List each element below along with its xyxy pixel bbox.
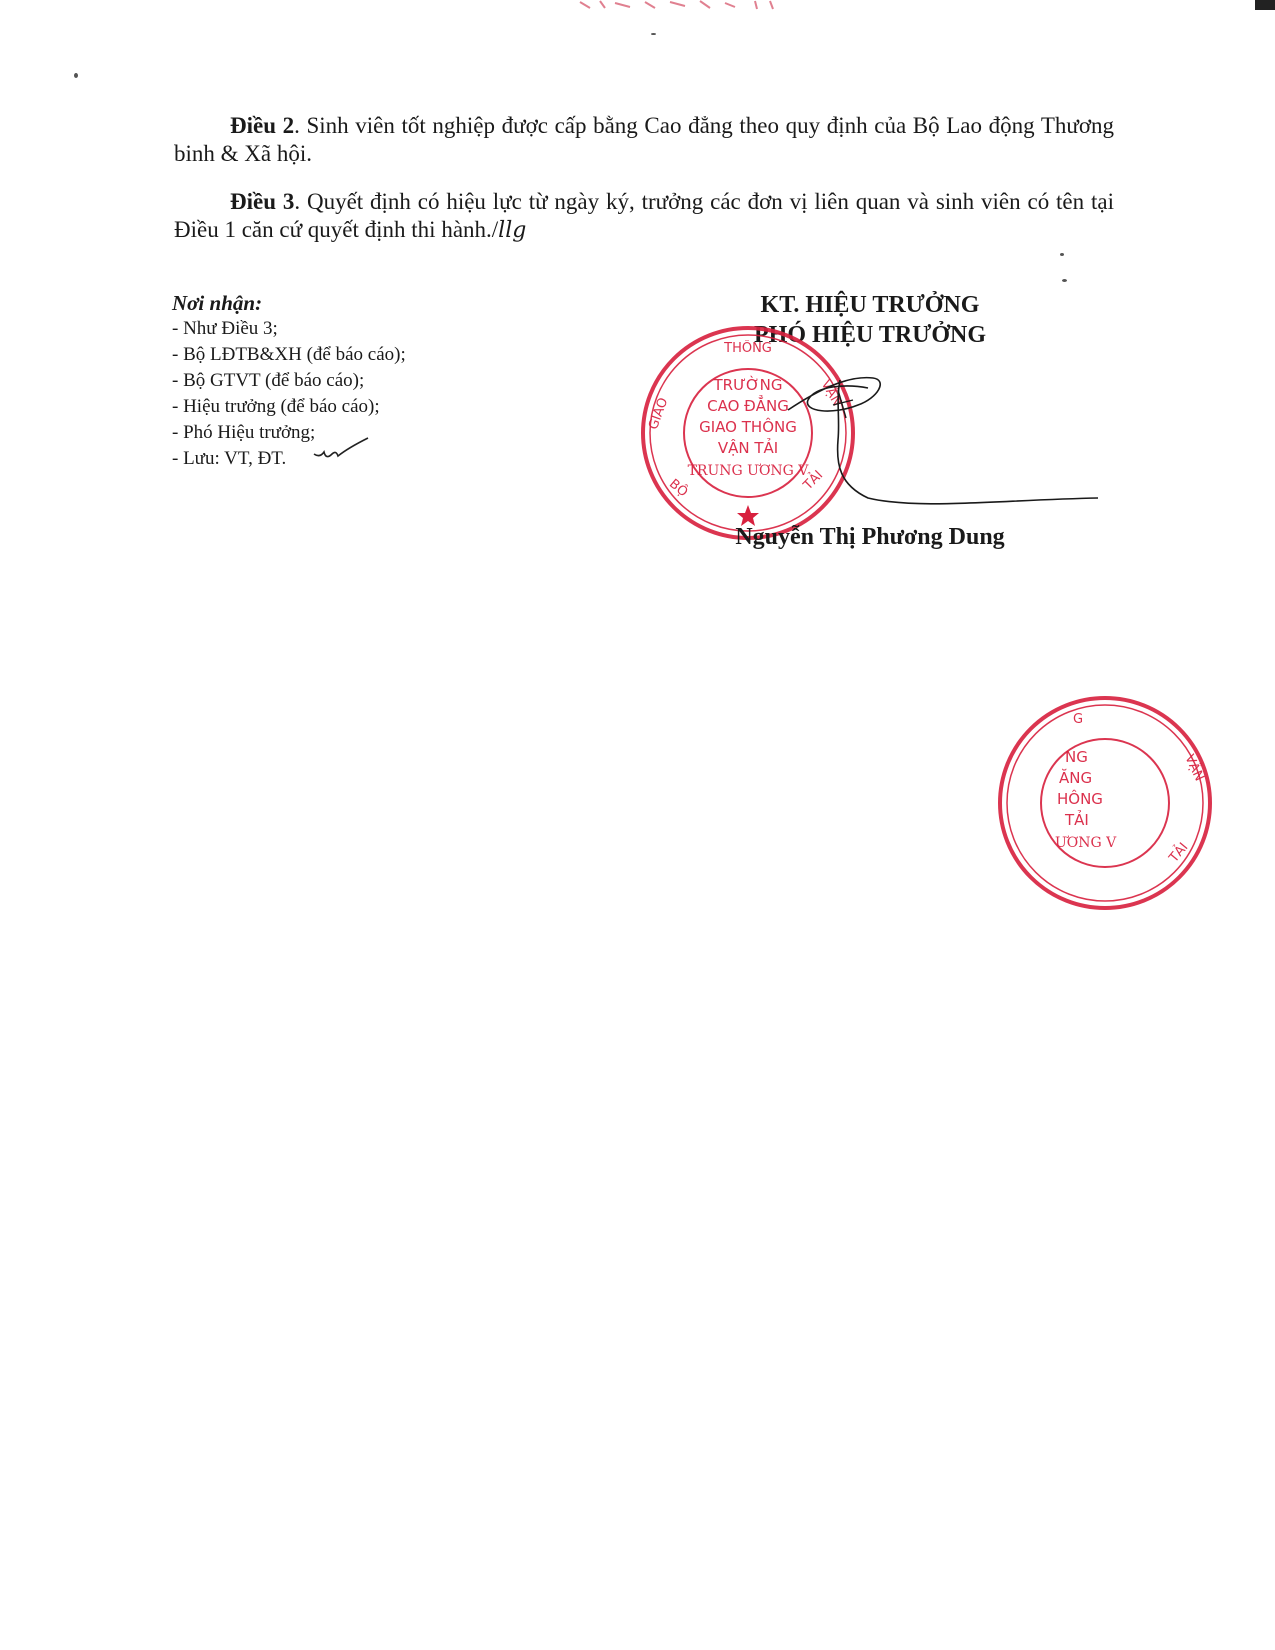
side-seal-ring-right: VẬN: [1181, 752, 1207, 784]
signer-name: Nguyễn Thị Phương Dung: [735, 524, 1005, 550]
recipient-item: - Lưu: VT, ĐT.: [172, 448, 287, 469]
signature-title-line1: KT. HIỆU TRƯỞNG: [760, 292, 980, 318]
recipients-list: [172, 290, 406, 472]
side-seal-partial: [1055, 695, 1225, 915]
recipients-heading: Nơi nhận:: [172, 291, 263, 315]
side-seal-center-line: HÔNG: [1057, 790, 1103, 808]
seal-center-line: CAO ĐẲNG: [707, 397, 789, 415]
article-2-paragraph: [174, 112, 1114, 168]
scan-speck: [1060, 253, 1064, 256]
seal-star-icon: [737, 505, 759, 526]
article-2-label: Điều 2: [230, 113, 295, 138]
handwritten-signature: [778, 370, 1108, 515]
recipient-item: - Phó Hiệu trưởng;: [172, 422, 316, 443]
scan-edge-mark: [1255, 0, 1275, 10]
checkmark-initials-icon: [312, 436, 370, 462]
seal-center-line: TRƯỜNG: [713, 376, 783, 394]
side-seal-ring-top: G: [1073, 712, 1084, 727]
side-seal-center-line: ĂNG: [1059, 769, 1093, 787]
seal-ring-left: GIAO: [646, 395, 672, 432]
seal-center-line: GIAO THÔNG: [699, 418, 797, 436]
top-stamp-fragment: [575, 0, 790, 10]
recipient-item: - Bộ LĐTB&XH (để báo cáo);: [172, 344, 406, 365]
recipient-item: - Bộ GTVT (để báo cáo);: [172, 370, 365, 391]
scan-speck: [74, 73, 78, 78]
seal-ring-top: THÔNG: [724, 341, 772, 356]
side-seal-center-line: ƯƠNG V: [1055, 835, 1117, 851]
seal-ring-bottom-right: TẢI: [800, 467, 827, 494]
seal-center-line: TRUNG ƯƠNG V: [687, 463, 809, 479]
seal-center-line: VẬN TẢI: [717, 439, 779, 457]
seal-ring-bottom-left: BỘ: [666, 476, 691, 501]
article-3-text: . Quyết định có hiệu lực từ ngày ký, trưởng các đơn vị liên quan và sinh viên có tên tại Điều 1 căn cứ quyết định thi hành./: [174, 189, 1114, 242]
side-seal-center-line: NG: [1065, 748, 1088, 766]
side-seal-center-line: TẢI: [1065, 811, 1089, 829]
handwritten-initials: llg: [498, 218, 527, 243]
recipient-item: - Như Điều 3;: [172, 318, 278, 339]
scan-speck: [1062, 279, 1067, 282]
article-3-paragraph: [174, 188, 1114, 245]
article-2-text: . Sinh viên tốt nghiệp được cấp bằng Cao đẳng theo quy định của Bộ Lao động Thương binh & Xã hội.: [174, 113, 1114, 166]
seal-ring-right: VẬN: [817, 377, 845, 409]
side-seal-ring-bottom-right: TẢI: [1166, 840, 1192, 866]
recipient-item: - Hiệu trưởng (để báo cáo);: [172, 396, 380, 417]
signature-title-line2: PHÓ HIỆU TRƯỞNG: [753, 322, 987, 348]
scan-speck: [651, 33, 656, 35]
article-3-label: Điều 3: [230, 189, 295, 214]
